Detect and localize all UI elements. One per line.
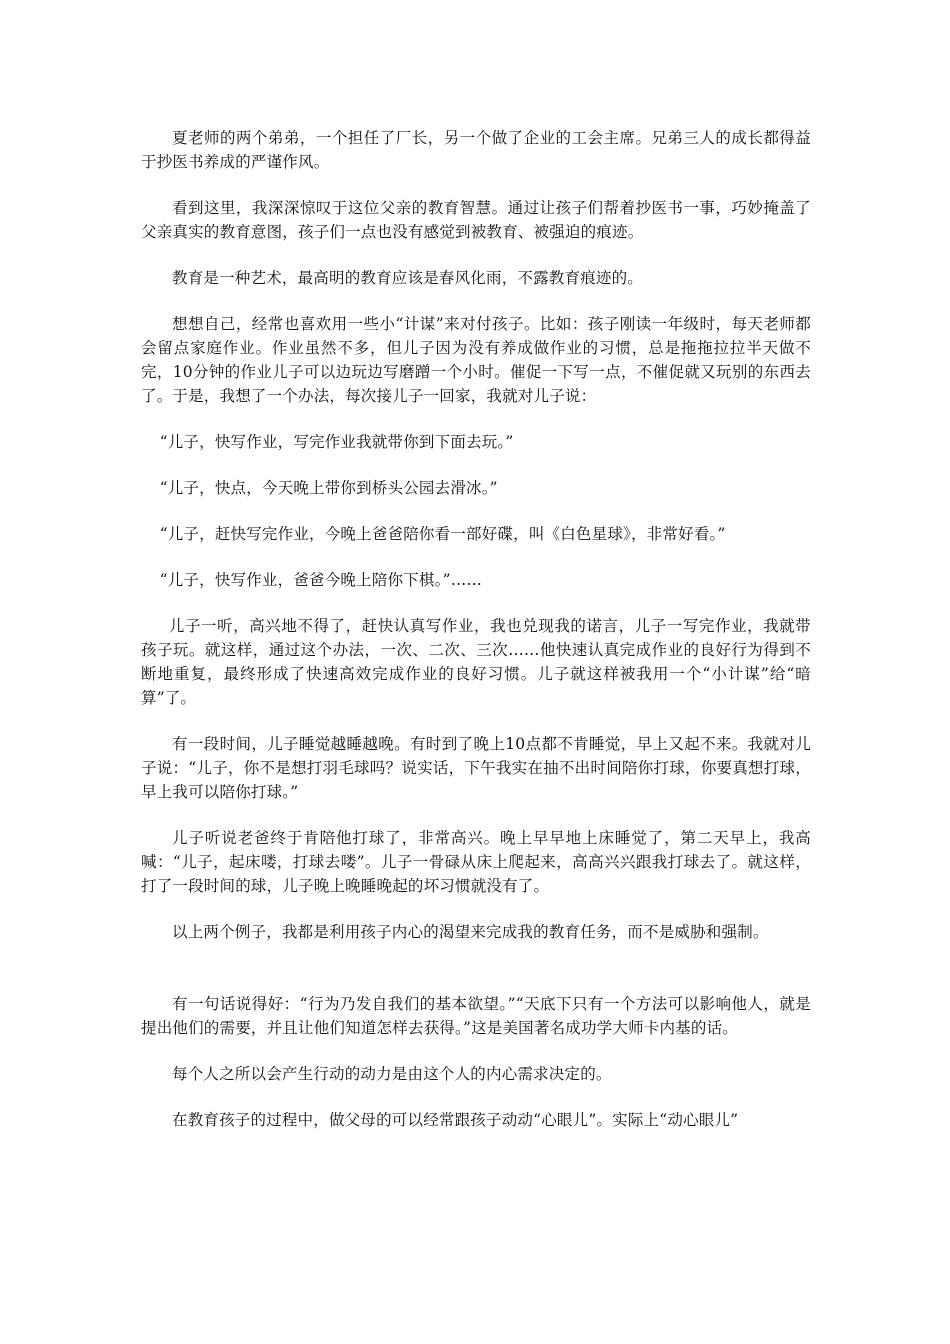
quote-3: “儿子，赶快写完作业，今晚上爸爸陪你看一部好碟，叫《白色星球》，非常好看。” [159, 525, 726, 543]
paragraph-6: 有一段时间，儿子睡觉越睡越晚。有时到了晚上10点都不肯睡觉，早上又起不来。我就对儿子说：“儿子，你不是想打羽毛球吗？说实话，下午我实在抽不出时间陪你打球，你要真想打球，早上我可以陪你打球。” [141, 735, 811, 801]
paragraph-1: 夏老师的两个弟弟，一个担任了厂长，另一个做了企业的工会主席。兄弟三人的成长都得益于抄医书养成的严谨作风。 [141, 129, 811, 171]
paragraph-8: 以上两个例子，我都是利用孩子内心的渴望来完成我的教育任务，而不是威胁和强制。 [172, 923, 769, 941]
document-page [141, 126, 811, 1154]
quote-4: “儿子，快写作业，爸爸今晚上陪你下棋。”…… [159, 571, 483, 589]
quote-1: “儿子，快写作业，写完作业我就带你到下面去玩。” [159, 433, 514, 451]
paragraph-3: 教育是一种艺术，最高明的教育应该是春风化雨，不露教育痕迹的。 [172, 269, 644, 287]
paragraph-4: 想想自己，经常也喜欢用一些小“计谋”来对付孩子。比如：孩子刚读一年级时，每天老师都会留点家庭作业。作业虽然不多，但儿子因为没有养成做作业的习惯，总是拖拖拉拉半天做不完，10分钟的作业儿子可以边玩边写磨蹭一个小时。催促一下写一点，不催促就又玩别的东西去了。于是，我想了一个办法，每次接儿子一回家，我就对儿子说： [141, 315, 811, 405]
paragraph-7: 儿子听说老爸终于肯陪他打球了，非常高兴。晚上早早地上床睡觉了，第二天早上，我高喊：“儿子，起床喽，打球去喽”。儿子一骨碌从床上爬起来，高高兴兴跟我打球去了。就这样，打了一段时间的球，儿子晚上晚睡晚起的坏习惯就没有了。 [141, 829, 811, 895]
paragraph-5: 儿子一听，高兴地不得了，赶快认真写作业，我也兑现我的诺言，儿子一写完作业，我就带孩子玩。就这样，通过这个办法，一次、二次、三次……他快速认真完成作业的良好行为得到不断地重复，最终形成了快速高效完成作业的良好习惯。儿子就这样被我用一个“小计谋”给“暗算”了。 [141, 617, 811, 707]
paragraph-2: 看到这里，我深深惊叹于这位父亲的教育智慧。通过让孩子们帮着抄医书一事，巧妙掩盖了父亲真实的教育意图，孩子们一点也没有感觉到被教育、被强迫的痕迹。 [141, 199, 811, 241]
paragraph-11: 在教育孩子的过程中，做父母的可以经常跟孩子动动“心眼儿”。实际上“动心眼儿” [172, 1111, 739, 1129]
paragraph-9: 有一句话说得好：“行为乃发自我们的基本欲望。”“天底下只有一个方法可以影响他人，就是提出他们的需要，并且让他们知道怎样去获得。”这是美国著名成功学大师卡内基的话。 [141, 995, 811, 1037]
paragraph-10: 每个人之所以会产生行动的动力是由这个人的内心需求决定的。 [172, 1065, 612, 1083]
quote-2: “儿子，快点，今天晚上带你到桥头公园去滑冰。” [159, 479, 498, 497]
